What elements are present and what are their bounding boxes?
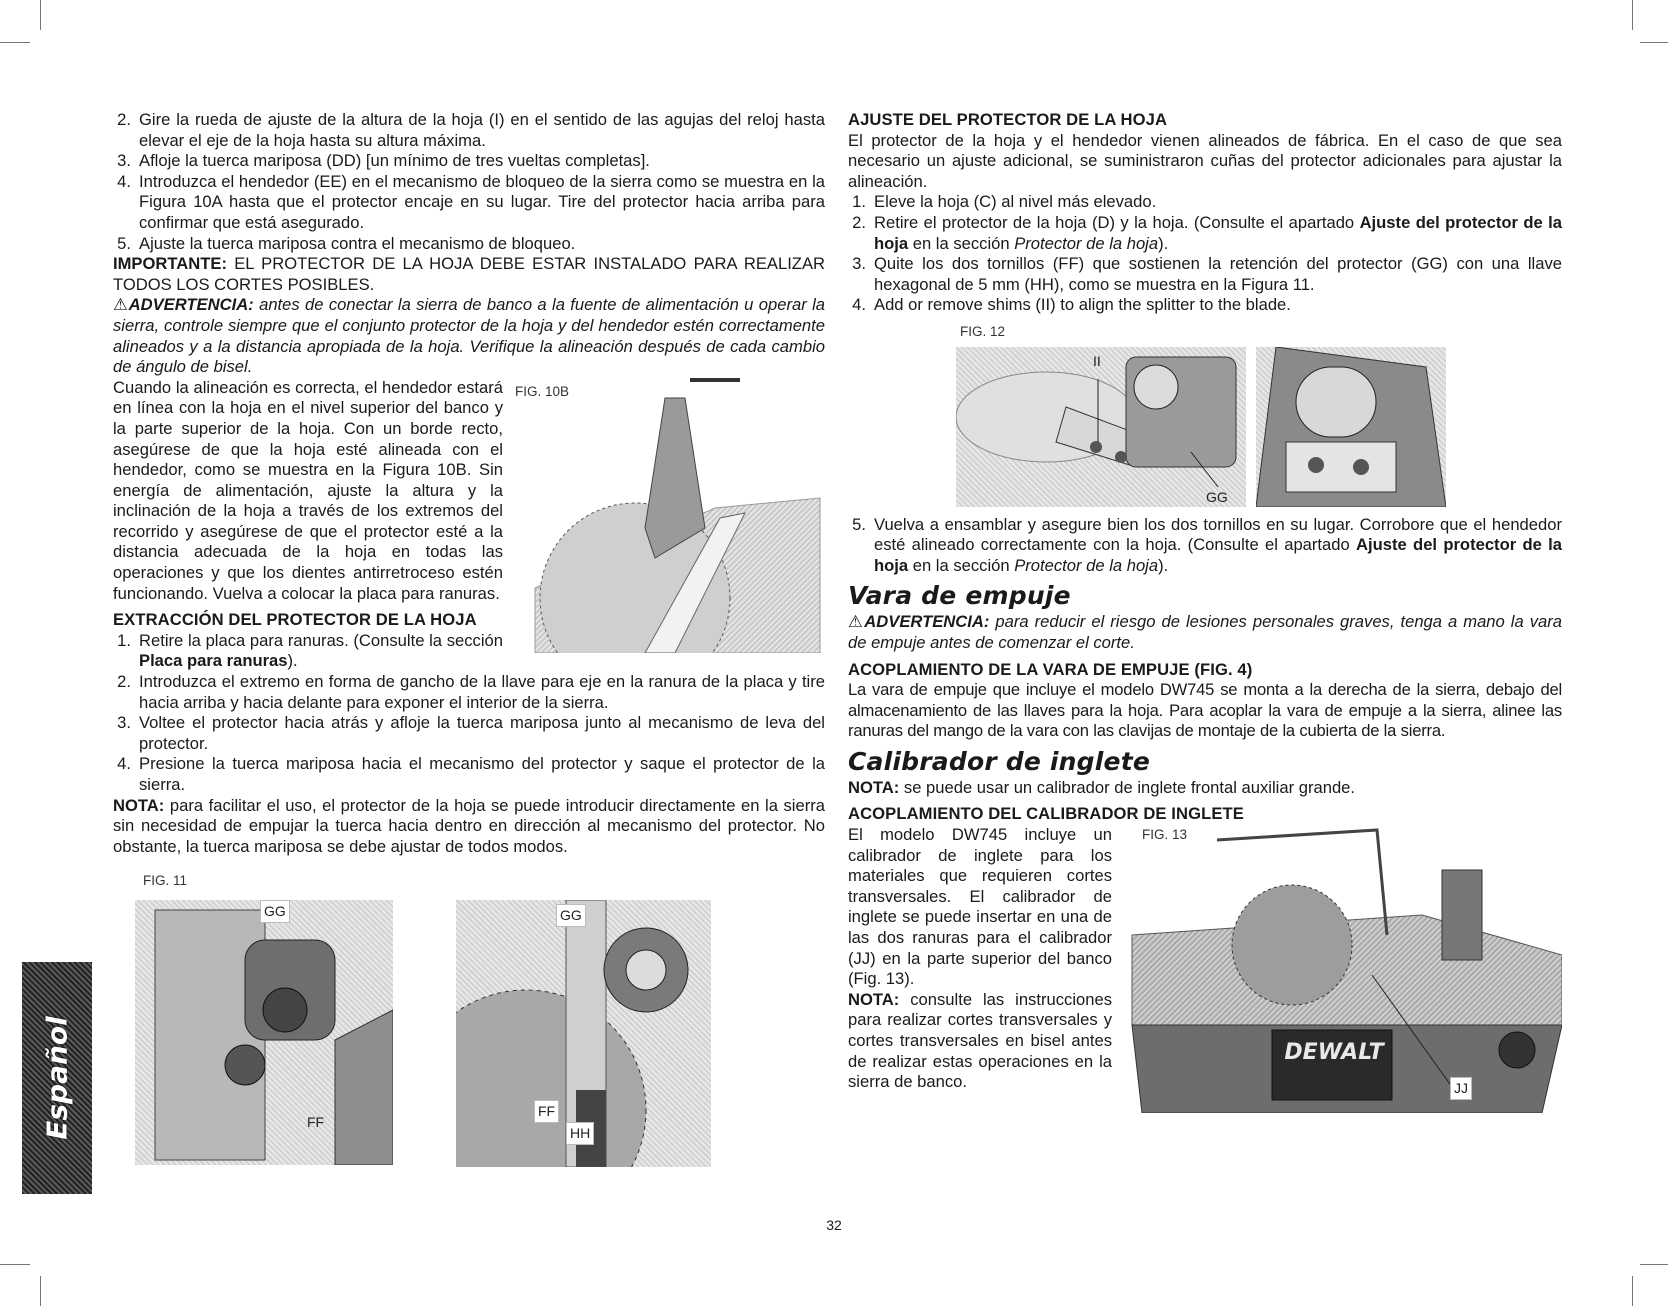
figure-11b — [456, 900, 711, 1167]
paragraph: El protector de la hoja y el hendedor vienen alineados de fábrica. En el caso de que sea necesario un ajuste adicional, se suministraron cuñas del protector adicionales para ajustar la alineación. — [848, 130, 1562, 191]
paragraph: La vara de empuje que incluye el modelo DW745 se monta a la derecha de la sierra, debajo del almacenamiento de las llaves para la hoja. Para acoplar la vara de empuje a la sierra, alinee las ranuras del mango de la vara con las clavijas de montaje de la cubierta de la sierra. — [848, 680, 1562, 741]
section-heading: EXTRACCIÓN DEL PROTECTOR DE LA HOJA — [113, 610, 477, 630]
crop-mark — [0, 42, 30, 43]
crop-mark — [1632, 0, 1633, 30]
saw-blade-illustration — [515, 378, 825, 653]
section-title-vara: Vara de empuje — [848, 581, 1071, 611]
list-item: 3. Quite los dos tornillos (FF) que sostienen la retención del protector (GG) con una llave hexagonal de 5 mm (HH), como se muestra en la Figura 11. — [852, 254, 1562, 294]
list-item: 5. Ajuste la tuerca mariposa contra el mecanismo de bloqueo. — [117, 233, 576, 253]
section-heading: ACOPLAMIENTO DE LA VARA DE EMPUJE (FIG. 4) — [848, 659, 1253, 679]
right-column — [848, 110, 1562, 1113]
miter-gauge-illustration — [1122, 825, 1562, 1113]
importante-note: IMPORTANTE: EL PROTECTOR DE LA HOJA DEBE ESTAR INSTALADO PARA REALIZAR TODOS LOS CORTES POSIBLES. — [113, 254, 825, 294]
callout-gg: GG — [260, 900, 290, 923]
section-heading: AJUSTE DEL PROTECTOR DE LA HOJA — [848, 110, 1168, 129]
callout-gg: GG — [556, 904, 586, 927]
list-item: 4. Presione la tuerca mariposa hacia el mecanismo del protector y saque el protector de la sierra. — [117, 754, 825, 794]
list-item: 2. Introduzca el extremo en forma de gancho de la llave para eje en la ranura de la placa y tire hacia arriba y hacia delante para exponer el interior de la sierra. — [117, 672, 825, 712]
crop-mark — [1632, 1276, 1633, 1306]
nota-note: NOTA: consulte las instrucciones para realizar cortes transversales y cortes transversales en bisel antes de realizar estas operaciones en la sierra de banco. — [848, 989, 1112, 1092]
crop-mark — [40, 0, 41, 30]
paragraph: El modelo DW745 incluye un calibrador de inglete para los materiales que requieren cortes transversales. El calibrador de inglete se puede insertar en una de las dos ranuras para el calibrador (JJ) en la parte superior del banco (Fig. 13). — [848, 825, 1112, 989]
language-tab: Español — [22, 962, 92, 1194]
section-title-calibrador: Calibrador de inglete — [848, 746, 1151, 776]
callout-ff: FF — [307, 1113, 325, 1130]
figure-label: FIG. 12 — [960, 323, 1006, 339]
shim-closeup-illustration — [1256, 347, 1446, 507]
shim-hand-illustration — [956, 347, 1246, 507]
list-item: 1. Retire la placa para ranuras. (Consulte la sección Placa para ranuras). — [117, 630, 503, 671]
brand-logo: DEWALT — [1284, 1040, 1384, 1066]
callout-ff: FF — [534, 1100, 559, 1123]
crop-mark — [0, 1264, 30, 1265]
list-item: 1. Eleve la hoja (C) al nivel más elevado. — [852, 192, 1157, 212]
warning-note: ⚠ADVERTENCIA: para reducir el riesgo de lesiones personales graves, tenga a mano la vara de empuje antes de comenzar el corte. — [848, 612, 1562, 652]
section-heading: ACOPLAMIENTO DEL CALIBRADOR DE INGLETE — [848, 804, 1244, 824]
figure-label: FIG. 11 — [143, 873, 188, 889]
list-item: 5. Vuelva a ensamblar y asegure bien los dos tornillos en su lugar. Corrobore que el hendedor esté alineado correctamente con la hoja. (Consulte el apartado Ajuste del protector de la hoja en la sección Protector de la hoja). — [852, 514, 1562, 575]
figure-12a — [956, 347, 1246, 507]
callout-ii: II — [1093, 352, 1101, 369]
figure-10b — [515, 378, 825, 653]
callout-hh: HH — [566, 1122, 594, 1145]
list-item: 3. Voltee el protector hacia atrás y afloje la tuerca mariposa junto al mecanismo de leva del protector. — [117, 713, 825, 753]
crop-mark — [40, 1276, 41, 1306]
list-item: 4. Add or remove shims (II) to align the splitter to the blade. — [852, 295, 1291, 315]
nota-note: NOTA: para facilitar el uso, el protector de la hoja se puede introducir directamente en la sierra sin necesidad de empujar la tuerca hacia dentro en dirección al mecanismo del protector. No obstante, la tuerca mariposa se debe ajustar de todos modos. — [113, 795, 825, 856]
left-column — [113, 110, 825, 1167]
miter-text-block — [848, 825, 1112, 1113]
figure-13 — [1122, 825, 1562, 1113]
list-item: 3. Afloje la tuerca mariposa (DD) [un mínimo de tres vueltas completas]. — [117, 151, 650, 171]
nota-note: NOTA: se puede usar un calibrador de inglete frontal auxiliar grande. — [848, 777, 1356, 797]
callout-jj: JJ — [1450, 1077, 1472, 1100]
alignment-paragraph: Cuando la alineación es correcta, el hendedor estará en línea con la hoja en el nivel superior del banco y la parte superior de la hoja. Con un borde recto, asegúrese de que la hoja esté alineada con el hendedor, como se muestra en la Figura 10B. Sin energía de alimentación, ajuste la altura y la inclinación de la hoja a través de los extremos del recorrido y asegúrese de que el protector esté a la distancia adecuada de la hoja en todas las operaciones y que los dientes antirretroceso estén funcionando. Vuelva a colocar la placa para ranuras. — [113, 377, 503, 603]
crop-mark — [1640, 42, 1668, 43]
list-item: 2. Gire la rueda de ajuste de la altura de la hoja (I) en el sentido de las agujas del reloj hasta elevar el eje de la hoja hasta su altura máxima. — [117, 110, 825, 150]
figure-label: FIG. 10B — [515, 383, 570, 399]
shim-illustration — [135, 900, 393, 1165]
warning-note: ⚠ADVERTENCIA: antes de conectar la sierra de banco a la fuente de alimentación u operar la sierra, controle siempre que el conjunto protector de la hoja y del hendedor estén correctamente alineados y a la distancia apropiada de la hoja. Verifique la alineación después de cada cambio de ángulo de bisel. — [113, 295, 826, 377]
crop-mark — [1640, 1264, 1668, 1265]
page-number: 32 — [826, 1217, 842, 1233]
list-item: 4. Introduzca el hendedor (EE) en el mecanismo de bloqueo de la sierra como se muestra en la Figura 10A hasta que el protector encaje en su lugar. Tire del protector hacia arriba para confirmar que está asegurado. — [117, 171, 825, 232]
list-item: 2. Retire el protector de la hoja (D) y la hoja. (Consulte el apartado Ajuste del protector de la hoja en la sección Protector de la hoja). — [852, 212, 1562, 253]
figure-label: FIG. 13 — [1142, 827, 1188, 843]
figure-11a — [135, 900, 393, 1165]
callout-gg: GG — [1206, 488, 1228, 505]
figure-12b — [1256, 347, 1446, 507]
